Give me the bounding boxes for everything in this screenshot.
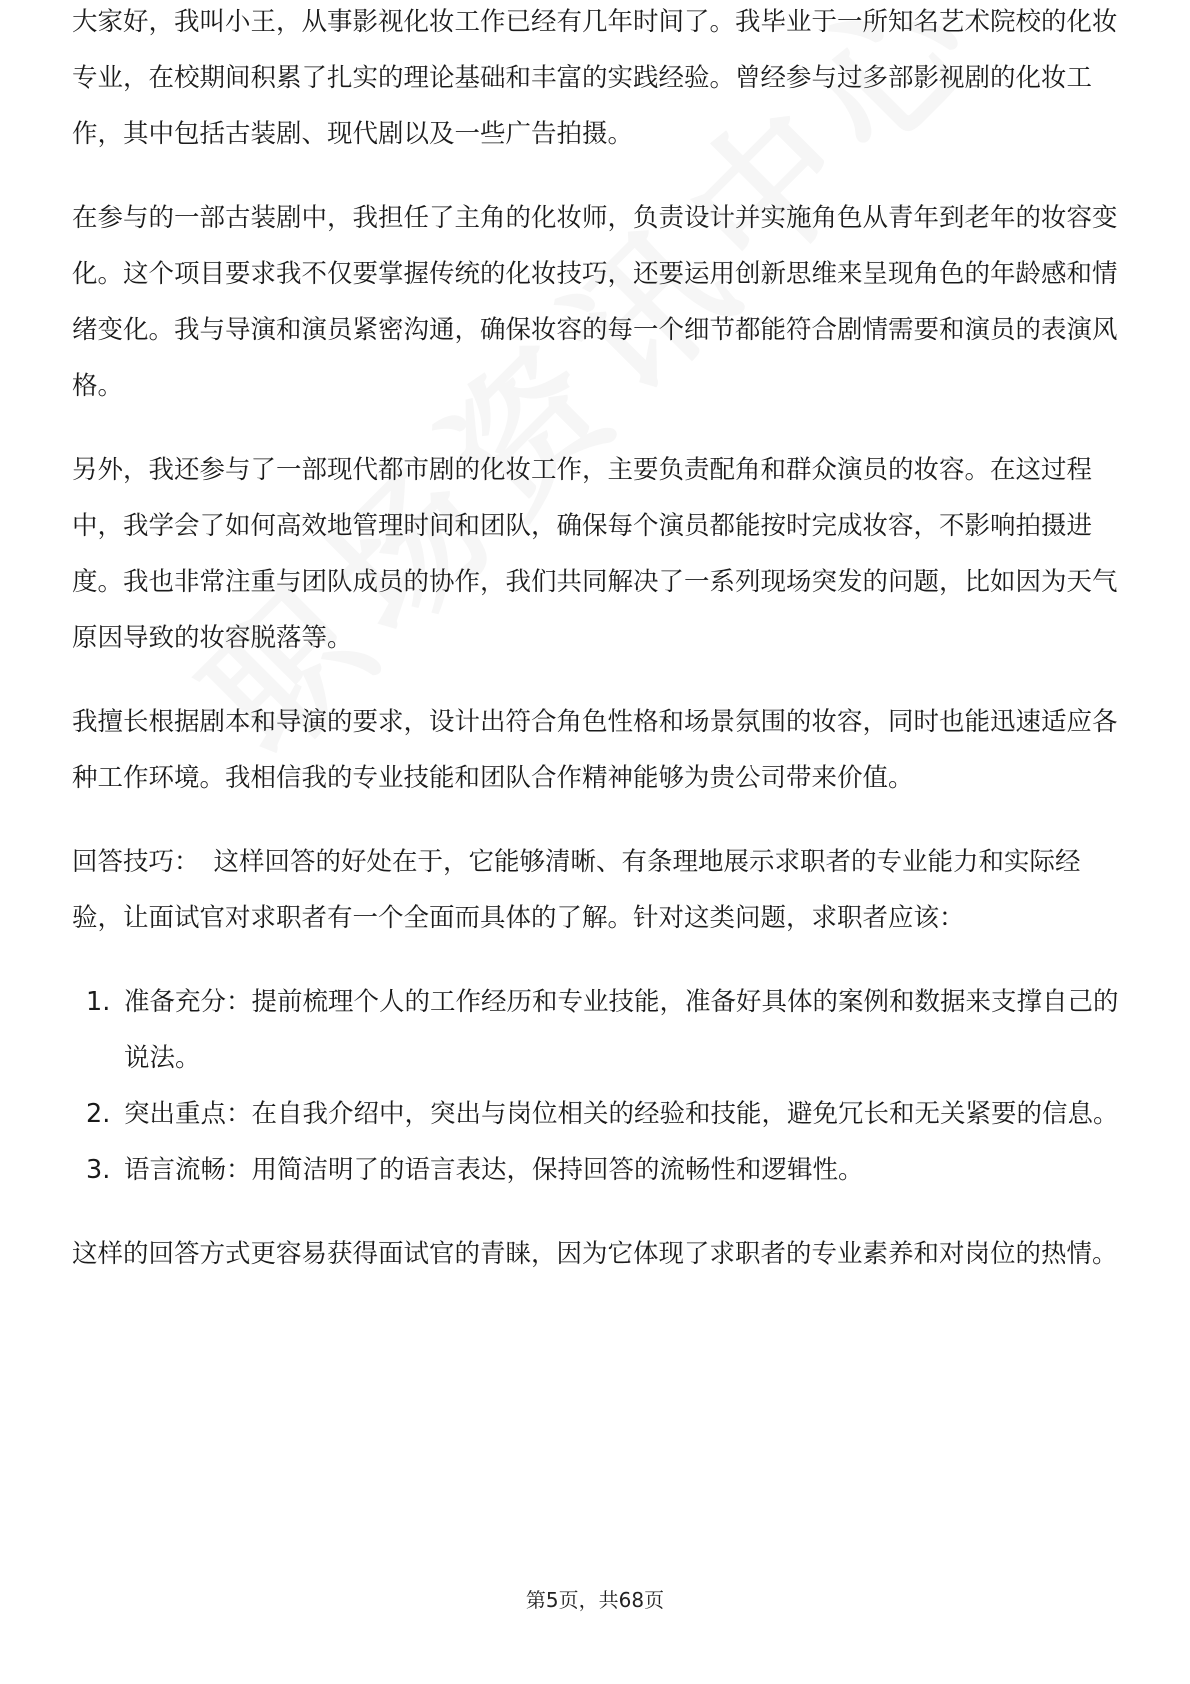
list-item	[72, 1086, 1122, 1142]
paragraph-modern-drama: 另外，我还参与了一部现代都市剧的化妆工作，主要负责配角和群众演员的妆容。在这过程中，我学会了如何高效地管理时间和团队，确保每个演员都能按时完成妆容，不影响拍摄进度。我也非常注重与团队成员的协作，我们共同解决了一系列现场突发的问题，比如因为天气原因导致的妆容脱落等。	[72, 455, 1118, 653]
tips-intro: 这样回答的好处在于，它能够清晰、有条理地展示求职者的专业能力和实际经验，让面试官对求职者有一个全面而具体的了解。针对这类问题，求职者应该：	[72, 847, 1081, 933]
list-item-number: 3.	[86, 1155, 111, 1185]
page-number: 第5页，共68页	[525, 1588, 665, 1612]
list-item-text: 语言流畅：用简洁明了的语言表达，保持回答的流畅性和逻辑性。	[124, 1155, 864, 1185]
list-item-text: 突出重点：在自我介绍中，突出与岗位相关的经验和技能，避免冗长和无关紧要的信息。	[124, 1099, 1119, 1129]
list-item-number: 1.	[86, 987, 111, 1017]
document-body	[72, 7, 1122, 1310]
paragraph-strengths: 我擅长根据剧本和导演的要求，设计出符合角色性格和场景氛围的妆容，同时也能迅速适应各种工作环境。我相信我的专业技能和团队合作精神能够为贵公司带来价值。	[72, 707, 1118, 793]
paragraph-closing: 这样的回答方式更容易获得面试官的青睐，因为它体现了求职者的专业素养和对岗位的热情。	[72, 1239, 1118, 1269]
paragraph-costume-drama: 在参与的一部古装剧中，我担任了主角的化妆师，负责设计并实施角色从青年到老年的妆容变化。这个项目要求我不仅要掌握传统的化妆技巧，还要运用创新思维来呈现角色的年龄感和情绪变化。我与导演和演员紧密沟通，确保妆容的每一个细节都能符合剧情需要和演员的表演风格。	[72, 203, 1118, 401]
tips-paragraph	[72, 834, 1122, 946]
list-item	[72, 1142, 1122, 1198]
list-item-number: 2.	[86, 1099, 111, 1129]
tips-label: 回答技巧：	[72, 847, 200, 877]
list-item-text: 准备充分：提前梳理个人的工作经历和专业技能，准备好具体的案例和数据来支撑自己的说法。	[124, 987, 1119, 1073]
paragraph-intro: 大家好，我叫小王，从事影视化妆工作已经有几年时间了。我毕业于一所知名艺术院校的化妆专业，在校期间积累了扎实的理论基础和丰富的实践经验。曾经参与过多部影视剧的化妆工作，其中包括古装剧、现代剧以及一些广告拍摄。	[72, 7, 1118, 149]
tips-list	[72, 974, 1122, 1198]
list-item	[72, 974, 1122, 1086]
